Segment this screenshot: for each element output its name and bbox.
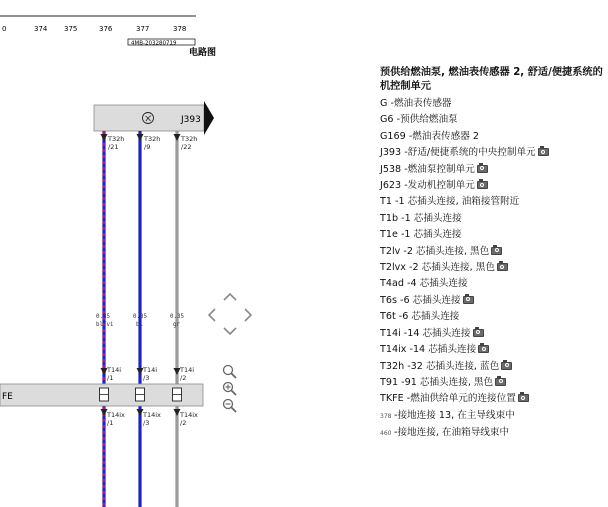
legend-code: T1b	[380, 212, 399, 224]
wire-size: 0.35	[133, 314, 147, 320]
legend-ground-item	[380, 425, 608, 442]
legend-item	[380, 391, 608, 407]
legend-text: -燃油表传感器 2	[408, 130, 479, 142]
legend-code: J538	[380, 163, 402, 175]
legend-code: T32h	[380, 360, 405, 372]
legend-code: T91	[380, 376, 399, 388]
camera-icon[interactable]	[518, 394, 529, 402]
legend-code: T2lv	[380, 245, 401, 257]
pan-left-button[interactable]	[204, 305, 220, 325]
pan-right-button[interactable]	[240, 305, 256, 325]
connector-pin-icon	[100, 388, 109, 401]
zoom-in-button[interactable]	[220, 379, 238, 397]
section-title: 电路图	[189, 48, 217, 58]
module-label: J393	[181, 115, 201, 125]
camera-icon[interactable]	[477, 181, 488, 189]
pin-conn: T14i	[180, 366, 195, 374]
connector-label: FE	[2, 392, 13, 402]
pin-conn: T14i	[107, 366, 122, 374]
legend-code: T2lvx	[380, 262, 406, 274]
legend-item	[380, 129, 608, 145]
pin-num: /2	[180, 419, 187, 427]
legend-item	[380, 260, 608, 276]
legend-item	[380, 309, 608, 325]
legend-item	[380, 227, 608, 243]
pin-conn: T14i	[143, 366, 158, 374]
connector-pin-icon	[173, 388, 182, 401]
legend-text: -14 芯插头连接	[403, 327, 471, 339]
legend-text: -燃油供给单元的连接位置	[406, 393, 516, 405]
pin-conn: T32h	[144, 135, 161, 143]
wire-color: gr	[173, 322, 180, 328]
camera-icon[interactable]	[538, 148, 549, 156]
legend-item	[380, 359, 608, 375]
zoom-fit-button[interactable]	[220, 362, 238, 380]
ground-code: 460	[380, 430, 392, 438]
pin-num: /1	[107, 419, 114, 427]
camera-icon[interactable]	[463, 296, 474, 304]
legend-panel	[380, 66, 608, 443]
legend-text: -舒适/便捷系统的中央控制单元	[404, 147, 536, 159]
legend-text: -1 芯插头连接	[401, 212, 462, 224]
pin-conn: T14ix	[107, 411, 125, 419]
legend-title: 预供给燃油泵, 燃油表传感器 2, 舒适/便捷系统的机控制单元	[380, 67, 603, 92]
legend-code: T6t	[380, 311, 396, 323]
legend-code: T14i	[380, 327, 401, 339]
legend-code: G6	[380, 114, 394, 126]
grid-number: 378	[173, 25, 187, 33]
legend-text: -接地连接 13, 在主导线束中	[394, 409, 515, 421]
legend-item	[380, 326, 608, 342]
legend-item	[380, 194, 608, 210]
grid-number: 375	[64, 25, 78, 33]
legend-text: -燃油表传感器	[390, 98, 452, 109]
legend-code: G169	[380, 130, 406, 142]
pan-up-button[interactable]	[220, 288, 240, 302]
legend-text: -1 芯插头连接, 油箱接管附近	[395, 196, 520, 208]
pin-num: /2	[180, 374, 187, 382]
pin-conn: T14ix	[180, 411, 198, 419]
pin-arrow-icon	[101, 134, 108, 141]
pin-conn: T32h	[181, 135, 198, 143]
legend-text: -6 芯插头连接	[398, 311, 460, 323]
legend-code: T14ix	[380, 344, 407, 356]
legend-list	[380, 96, 608, 443]
legend-item	[380, 145, 608, 161]
legend-item	[380, 276, 608, 292]
legend-text: -6 芯插头连接	[400, 294, 461, 306]
legend-code: J393	[380, 147, 402, 159]
legend-item	[380, 342, 608, 358]
legend-item	[380, 244, 608, 260]
grid-number: 377	[136, 25, 150, 33]
legend-text: -4 芯插头连接	[407, 278, 468, 290]
wire-color: bl/vi	[96, 322, 114, 328]
legend-code: T6s	[380, 294, 397, 306]
legend-item	[380, 375, 608, 391]
pin-num: /1	[107, 374, 114, 382]
pin-conn: T14ix	[143, 411, 161, 419]
pan-down-button[interactable]	[220, 325, 240, 339]
legend-item	[380, 178, 608, 194]
legend-item	[380, 96, 608, 112]
legend-text: -发动机控制单元	[404, 180, 475, 192]
legend-code: T1e	[380, 229, 398, 241]
camera-icon[interactable]	[501, 362, 512, 370]
connector-pin-icon	[136, 388, 145, 401]
wire-size: 0.35	[170, 314, 184, 320]
camera-icon[interactable]	[495, 378, 506, 386]
legend-text: -预供给燃油泵	[396, 114, 458, 126]
camera-icon[interactable]	[478, 345, 489, 353]
wire-size: 0.35	[96, 314, 110, 320]
pin-num: /21	[108, 143, 119, 151]
legend-text: -1 芯插头连接	[400, 229, 462, 241]
legend-text: -燃油泵控制单元	[404, 163, 475, 175]
doc-code: 4MB-203280719	[131, 40, 177, 47]
pin-num: /22	[181, 143, 192, 151]
camera-icon[interactable]	[491, 247, 502, 255]
wire-color: bl	[136, 322, 143, 328]
legend-text: -14 芯插头连接	[409, 344, 477, 356]
legend-text: -32 芯插头连接, 蓝色	[407, 360, 500, 372]
legend-item	[380, 162, 608, 178]
legend-code: G	[380, 98, 388, 109]
zoom-out-button[interactable]	[220, 396, 238, 414]
grid-number: 376	[99, 25, 113, 33]
pin-num: /3	[143, 419, 150, 427]
legend-text: -接地连接, 在油箱导线束中	[394, 427, 510, 439]
legend-ground-item	[380, 408, 608, 425]
legend-code: J623	[380, 180, 402, 192]
legend-text: -91 芯插头连接, 黑色	[401, 376, 494, 388]
legend-item	[380, 293, 608, 309]
grid-number: 374	[34, 25, 48, 33]
legend-item	[380, 112, 608, 128]
pin-num: /9	[144, 143, 151, 151]
camera-icon[interactable]	[477, 165, 488, 173]
camera-icon[interactable]	[497, 263, 508, 271]
camera-icon[interactable]	[473, 329, 484, 337]
pin-arrow-icon	[174, 134, 181, 141]
legend-text: -2 芯插头连接, 黑色	[409, 262, 495, 274]
legend-text: -2 芯插头连接, 黑色	[403, 245, 490, 257]
pin-num: /3	[143, 374, 150, 382]
legend-code: T1	[380, 196, 392, 208]
pin-conn: T32h	[108, 135, 125, 143]
pin-arrow-icon	[137, 134, 144, 141]
module-arrow-icon	[204, 101, 214, 135]
legend-item	[380, 211, 608, 227]
legend-code: T4ad	[380, 278, 404, 290]
grid-number: 0	[2, 25, 7, 33]
legend-code: TKFE	[380, 393, 404, 405]
ground-code: 378	[380, 412, 392, 420]
